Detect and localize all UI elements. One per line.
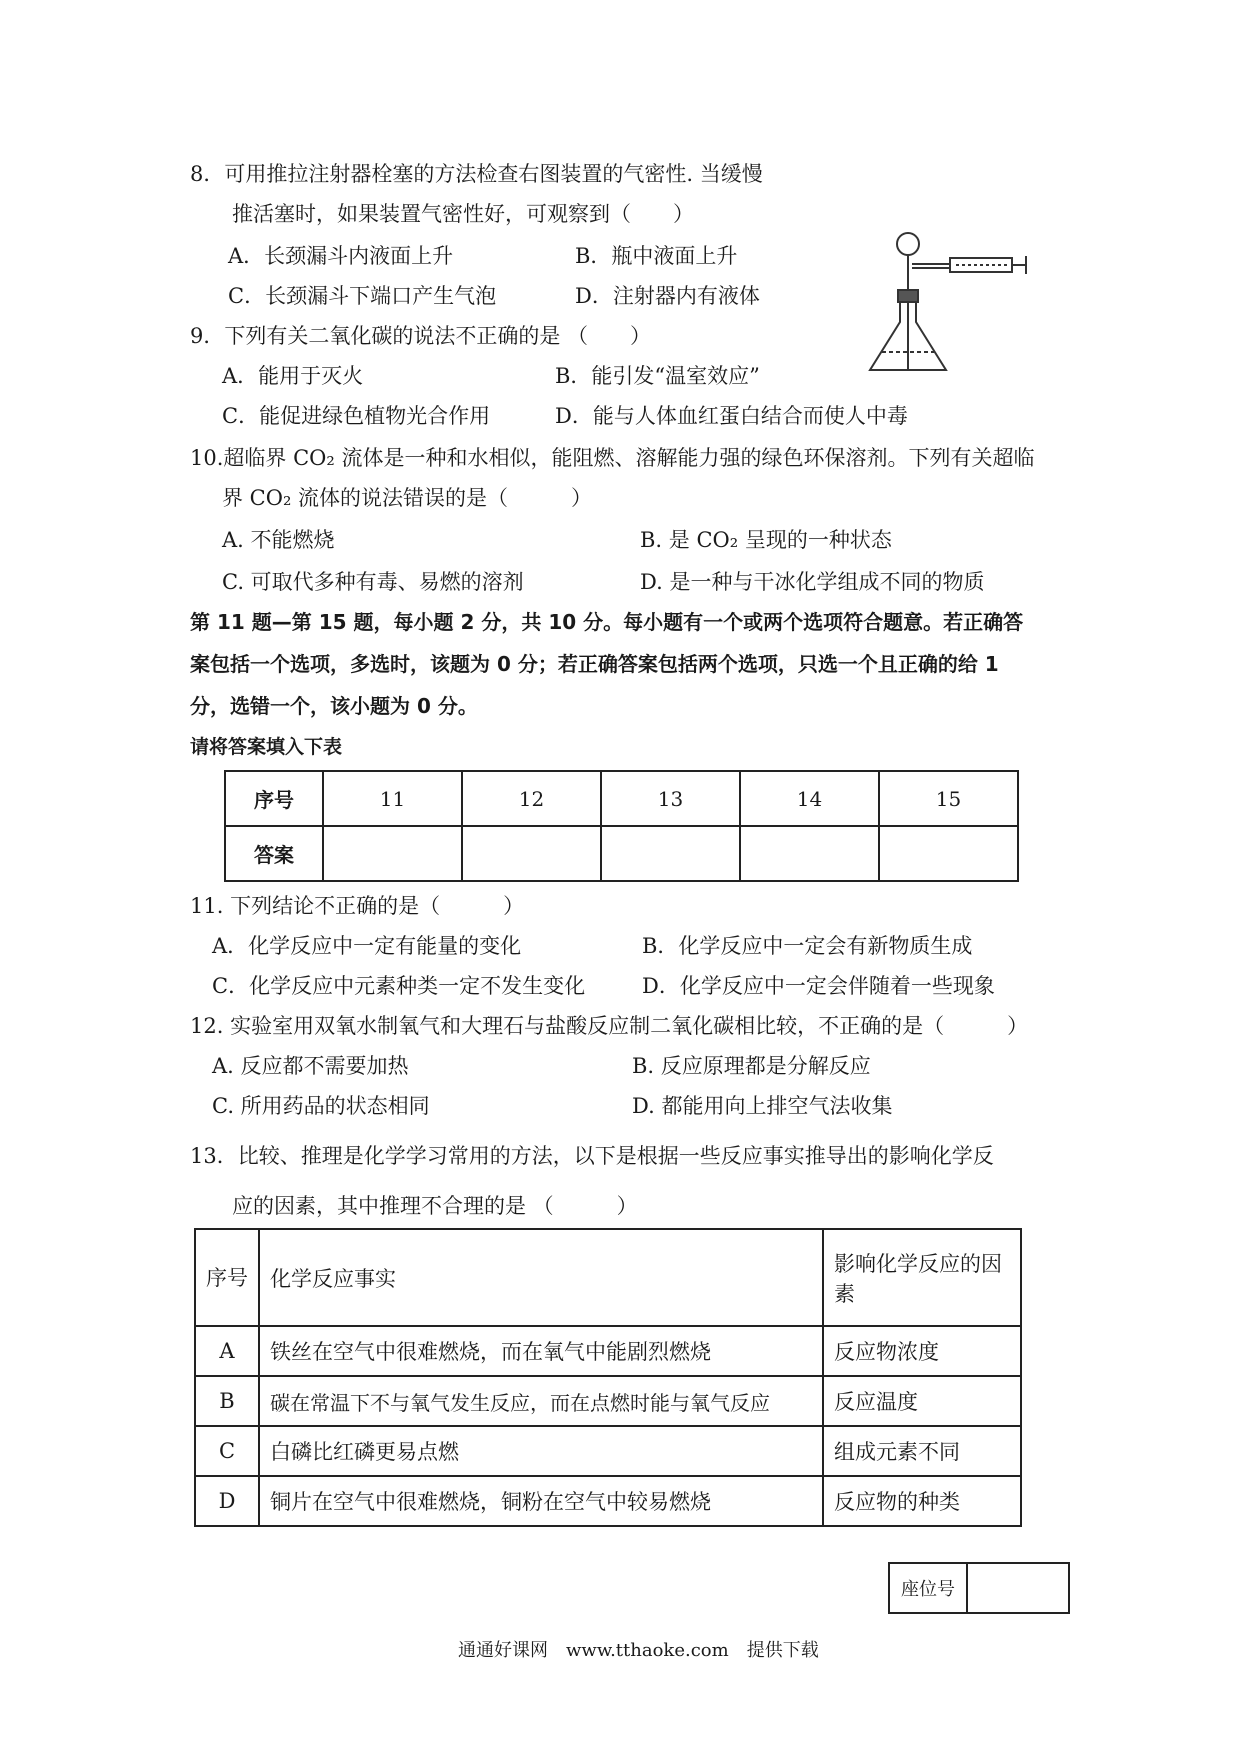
q9-option-d: D．能与人体血红蛋白结合而使人中毒	[555, 404, 908, 428]
q13-row-factor: 反应温度	[823, 1376, 1021, 1426]
answer-cell-12[interactable]	[462, 826, 601, 881]
q13-row-id: D	[195, 1476, 259, 1526]
seat-number-field[interactable]	[968, 1564, 1068, 1612]
answer-table-number: 13	[601, 771, 740, 826]
q13-stem-line2: 应的因素，其中推理不合理的是 （ ）	[232, 1194, 638, 1218]
q13-row-fact: 铁丝在空气中很难燃烧，而在氧气中能剧烈燃烧	[259, 1326, 823, 1376]
q10-option-b: B. 是 CO₂ 呈现的一种状态	[640, 528, 892, 552]
answer-table-number-row	[225, 771, 1018, 826]
seat-number-label: 座位号	[890, 1564, 968, 1612]
stopper	[898, 290, 918, 302]
footer-text: 通通好课网 www.tthaoke.com 提供下载	[458, 1640, 819, 1661]
q13-row-id: B	[195, 1376, 259, 1426]
q11-option-c: C．化学反应中元素种类一定不发生变化	[212, 974, 586, 998]
section-instructions-line1: 第 11 题—第 15 题，每小题 2 分，共 10 分。每小题有一个或两个选项符合题意。若正确答	[190, 610, 1024, 634]
q10-stem-line2: 界 CO₂ 流体的说法错误的是（ ）	[222, 486, 593, 510]
q13-row-id: A	[195, 1326, 259, 1376]
q10-option-d: D. 是一种与干冰化学组成不同的物质	[640, 570, 985, 594]
q13-table	[194, 1228, 1022, 1527]
q11-option-d: D．化学反应中一定会伴随着一些现象	[642, 974, 995, 998]
q13-row-fact: 碳在常温下不与氧气发生反应，而在点燃时能与氧气反应	[259, 1376, 823, 1426]
funnel-bulb	[897, 233, 919, 255]
q9-stem: 9．下列有关二氧化碳的说法不正确的是 （ ）	[190, 324, 652, 348]
q12-option-c: C. 所用药品的状态相同	[212, 1094, 430, 1118]
apparatus-figure	[860, 230, 1040, 378]
q13-header-fact: 化学反应事实	[259, 1229, 823, 1326]
q13-row-factor: 反应物浓度	[823, 1326, 1021, 1376]
answer-cell-13[interactable]	[601, 826, 740, 881]
q13-row-fact: 白磷比红磷更易点燃	[259, 1426, 823, 1476]
q8-stem-line2: 推活塞时，如果装置气密性好，可观察到（ ）	[232, 202, 694, 226]
answer-cell-11[interactable]	[323, 826, 462, 881]
q13-table-row	[195, 1476, 1021, 1526]
fill-hint: 请将答案填入下表	[190, 736, 343, 758]
q12-option-a: A. 反应都不需要加热	[212, 1054, 409, 1078]
answer-cell-15[interactable]	[879, 826, 1018, 881]
q13-table-header	[195, 1229, 1021, 1326]
q13-header-factor: 影响化学反应的因素	[823, 1229, 1021, 1326]
answer-table-number: 11	[323, 771, 462, 826]
q12-option-d: D. 都能用向上排空气法收集	[632, 1094, 893, 1118]
q12-option-b: B. 反应原理都是分解反应	[632, 1054, 871, 1078]
q13-table-row	[195, 1376, 1021, 1426]
section-instructions-line2: 案包括一个选项，多选时，该题为 0 分；若正确答案包括两个选项，只选一个且正确的给 1	[190, 652, 999, 676]
q10-option-a: A. 不能燃烧	[222, 528, 335, 552]
q12-stem: 12. 实验室用双氧水制氧气和大理石与盐酸反应制二氧化碳相比较，不正确的是（ ）	[190, 1014, 1029, 1038]
answer-table-number: 14	[740, 771, 879, 826]
q13-row-factor: 组成元素不同	[823, 1426, 1021, 1476]
answer-cell-14[interactable]	[740, 826, 879, 881]
q11-option-a: A．化学反应中一定有能量的变化	[212, 934, 522, 958]
q13-row-fact: 铜片在空气中很难燃烧，铜粉在空气中较易燃烧	[259, 1476, 823, 1526]
q9-option-c: C．能促进绿色植物光合作用	[222, 404, 491, 428]
q11-option-b: B．化学反应中一定会有新物质生成	[642, 934, 973, 958]
section-instructions-line3: 分，选错一个，该小题为 0 分。	[190, 694, 478, 718]
q10-stem-line1: 10.超临界 CO₂ 流体是一种和水相似，能阻燃、溶解能力强的绿色环保溶剂。下列有关超临	[190, 446, 1035, 470]
answer-table-row-label: 序号	[225, 771, 323, 826]
q11-stem: 11. 下列结论不正确的是（ ）	[190, 894, 525, 918]
q8-option-c: C．长颈漏斗下端口产生气泡	[228, 284, 497, 308]
q10-option-c: C. 可取代多种有毒、易燃的溶剂	[222, 570, 524, 594]
q9-option-b: B．能引发“温室效应”	[555, 364, 760, 388]
q9-option-a: A．能用于灭火	[222, 364, 364, 388]
answer-table-number: 15	[879, 771, 1018, 826]
q13-row-id: C	[195, 1426, 259, 1476]
answer-table-answer-label: 答案	[225, 826, 323, 881]
q8-option-b: B．瓶中液面上升	[575, 244, 738, 268]
answer-table-number: 12	[462, 771, 601, 826]
q13-table-row	[195, 1326, 1021, 1376]
q13-table-row	[195, 1426, 1021, 1476]
q8-stem-line1: 8．可用推拉注射器栓塞的方法检查右图装置的气密性. 当缓慢	[190, 162, 763, 186]
answer-table	[224, 770, 1019, 882]
seat-number-box	[888, 1562, 1070, 1614]
q13-row-factor: 反应物的种类	[823, 1476, 1021, 1526]
q13-header-id: 序号	[195, 1229, 259, 1326]
q13-stem-line1: 13．比较、推理是化学学习常用的方法，以下是根据一些反应事实推导出的影响化学反	[190, 1144, 994, 1168]
q8-option-d: D．注射器内有液体	[575, 284, 760, 308]
q8-option-a: A．长颈漏斗内液面上升	[228, 244, 454, 268]
answer-table-answer-row	[225, 826, 1018, 881]
